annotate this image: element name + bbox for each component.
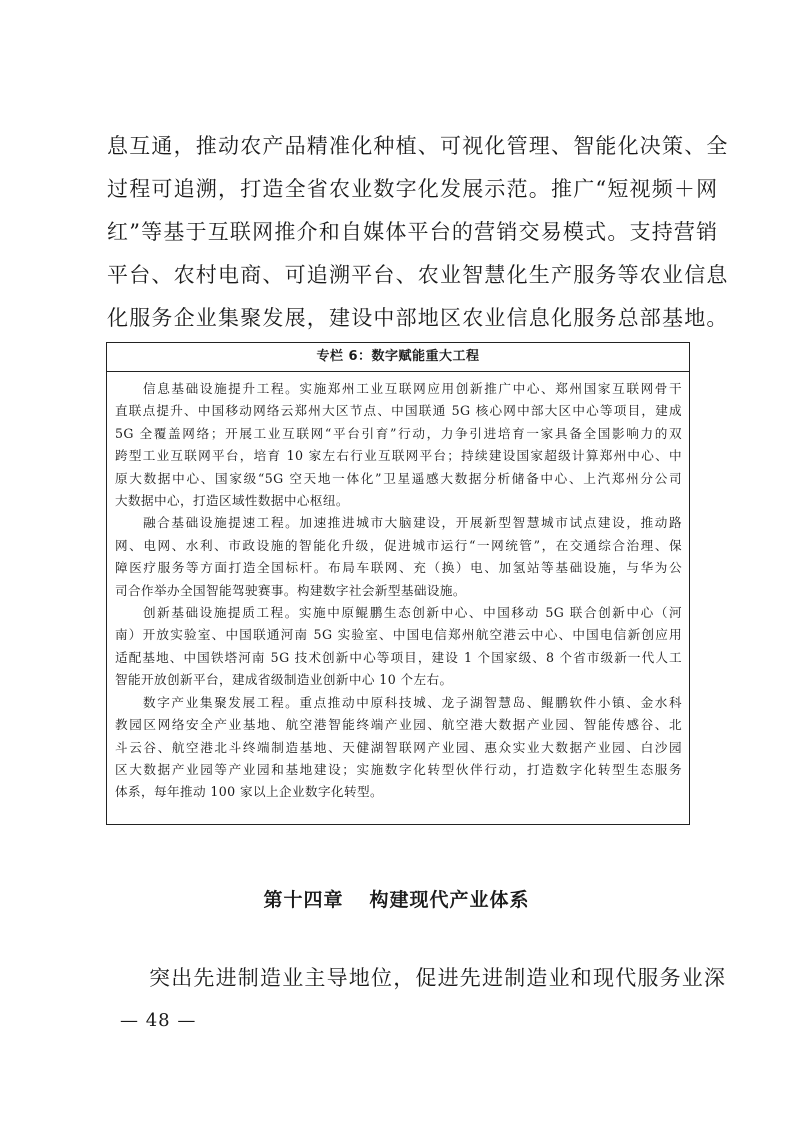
box-paragraph-innovation-infrastructure: [115, 602, 682, 692]
box-line: 创新基础设施提质工程。实施中原鲲鹏生态创新中心、中国移动 5G 联合创新中心（河: [143, 605, 682, 621]
closing-line: 突出先进制造业主导地位，促进先进制造业和现代服务业深: [149, 966, 727, 990]
intro-line: 息互通，推动农产品精准化种植、可视化管理、智能化决策、全: [107, 134, 729, 158]
box-line: 体系，每年推动 100 家以上企业数字化转型。: [115, 784, 383, 800]
box-line: 原大数据中心、国家级“5G 空天地一体化”卫星遥感大数据分析储备中心、上汽郑州分公司: [115, 470, 682, 486]
closing-paragraph: [107, 957, 727, 1000]
box-line: 司合作举办全国智能驾驶赛事。构建数字社会新型基础设施。: [115, 582, 466, 598]
box-line: 5G 全覆盖网络；开展工业互联网“平台引育”行动，力争引进培育一家具备全国影响力的双: [115, 425, 682, 441]
box-line: 数字产业集聚发展工程。重点推动中原科技城、龙子湖智慧岛、鲲鹏软件小镇、金水科: [143, 694, 682, 710]
feature-box-body: [107, 372, 689, 804]
page-number: — 48 —: [120, 1010, 197, 1031]
intro-line: 化服务企业集聚发展，建设中部地区农业信息化服务总部基地。: [107, 306, 729, 330]
box-line: 南）开放实验室、中国联通河南 5G 实验室、中国电信郑州航空港云中心、中国电信新创应用: [115, 627, 682, 643]
chapter-title: 构建现代产业体系: [369, 889, 530, 911]
box-line: 智能开放创新平台，建成省级制造业创新中心 10 个左右。: [115, 672, 453, 688]
box-line: 大数据中心，打造区域性数据中心枢纽。: [115, 493, 349, 509]
chapter-heading: [0, 885, 793, 912]
feature-box: [106, 342, 690, 825]
intro-line: 平台、农村电商、可追溯平台、农业智慧化生产服务等农业信息: [107, 263, 729, 287]
box-paragraph-fusion-infrastructure: [115, 512, 682, 602]
feature-box-title: 专栏 6：数字赋能重大工程: [107, 343, 689, 372]
box-paragraph-digital-industry: [115, 692, 682, 804]
box-line: 网、电网、水利、市政设施的智能化升级，促进城市运行“一网统管”，在交通综合治理、保: [115, 537, 682, 553]
box-line: 跨型工业互联网平台，培育 10 家左右行业互联网平台；持续建设国家超级计算郑州中心、中: [115, 448, 682, 464]
box-line: 教园区网络安全产业基地、航空港智能终端产业园、航空港大数据产业园、智能传感谷、北: [115, 717, 682, 733]
box-line: 信息基础设施提升工程。实施郑州工业互联网应用创新推广中心、郑州国家互联网骨干: [143, 381, 682, 396]
box-line: 融合基础设施提速工程。加速推进城市大脑建设，开展新型智慧城市试点建设，推动路: [143, 515, 682, 531]
intro-paragraph: [107, 125, 729, 340]
box-line: 区大数据产业园等产业园和基地建设；实施数字化转型伙伴行动，打造数字化转型生态服务: [115, 761, 682, 777]
intro-line: 过程可追溯，打造全省农业数字化发展示范。推广“短视频＋网: [107, 177, 719, 201]
box-line: 适配基地、中国铁塔河南 5G 技术创新中心等项目，建设 1 个国家级、8 个省市级新一代人工: [115, 649, 682, 665]
box-line: 斗云谷、航空港北斗终端制造基地、天健湖智联网产业园、惠众实业大数据产业园、白沙园: [115, 739, 682, 755]
box-line: 直联点提升、中国移动网络云郑州大区节点、中国联通 5G 核心网中部大区中心等项目，建成: [115, 403, 682, 419]
box-line: 障医疗服务等方面打造全国标杆。布局车联网、充（换）电、加氢站等基础设施，与华为公: [115, 560, 682, 576]
chapter-number: 第十四章: [263, 889, 344, 911]
box-paragraph-info-infrastructure: [115, 378, 682, 512]
intro-line: 红”等基于互联网推介和自媒体平台的营销交易模式。支持营销: [107, 220, 719, 244]
